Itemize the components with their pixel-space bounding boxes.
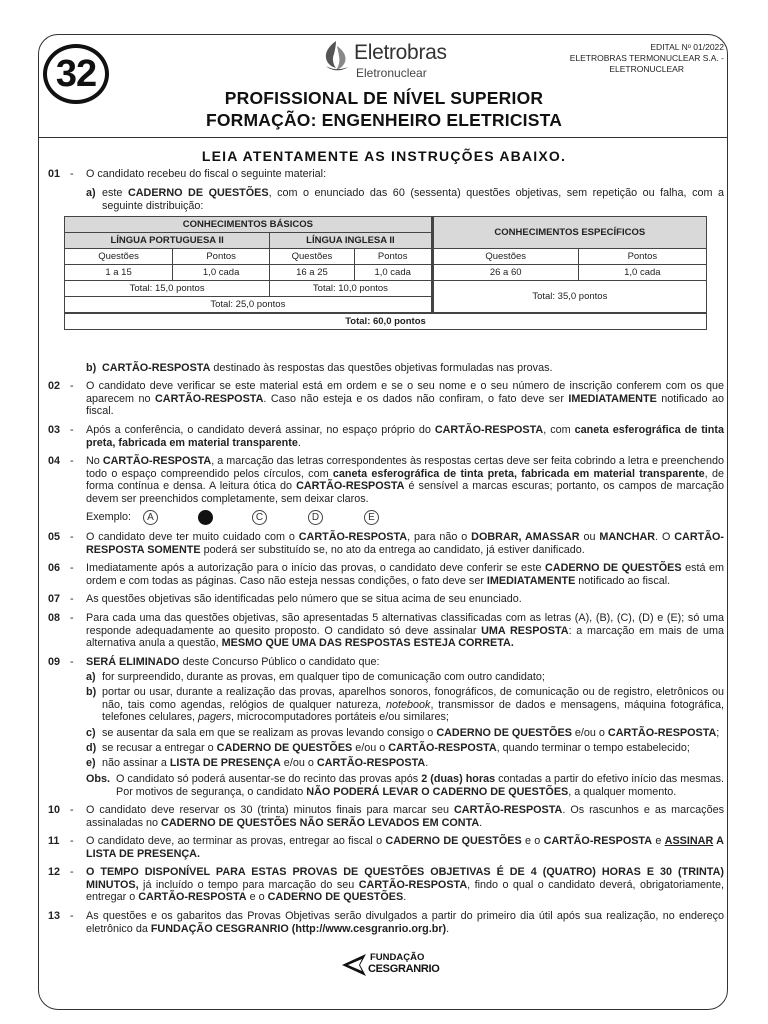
table-cell: Pontos bbox=[173, 249, 270, 265]
instruction-13: 13 - As questões e os gabaritos das Provas Objetivas serão divulgados a partir do primeiro dia útil após sua realização, no endereço eletrônico da FUNDAÇÃO CESGRANRIO (http://www.cesgranrio.org.br). bbox=[48, 910, 724, 935]
instruction-text: portar ou usar, durante a realização das provas, aparelhos sonoros, fonográficos, de comunicação ou de registro, eletrônicos ou não, tais como agendas, relógios de qualquer natureza, notebook, transmissor de dados e mensagens, máquina fotográfica, telefones celulares, pagers, microcomputadores portáteis e/ou similares; bbox=[102, 686, 724, 723]
logo-line1: FUNDAÇÃO bbox=[370, 952, 425, 963]
instruction-text: O candidato deve ter muito cuidado com o CARTÃO-RESPOSTA, para não o DOBRAR, AMASSAR ou MANCHAR. O CARTÃO-RESPOSTA SOMENTE poderá ser substituído se, no ato da entrega ao candidato, já estiver danificado. bbox=[86, 531, 725, 556]
table-cell: Total: 25,0 pontos bbox=[65, 297, 433, 314]
table-cell: Total: 15,0 pontos bbox=[65, 281, 270, 297]
table-header-portuguese: LÍNGUA PORTUGUESA II bbox=[65, 233, 270, 249]
item-letter: d) bbox=[86, 742, 97, 754]
instruction-text: não assinar a LISTA DE PRESENÇA e/ou o CARTÃO-RESPOSTA. bbox=[102, 757, 429, 769]
instruction-text: se recusar a entregar o CADERNO DE QUESTÕES e/ou o CARTÃO-RESPOSTA, quando terminar o tempo estabelecido; bbox=[102, 742, 690, 754]
item-letter: b) bbox=[86, 362, 97, 374]
instruction-text: Imediatamente após a autorização para o início das provas, o candidato deve conferir se este CADERNO DE QUESTÕES está em ordem e com todas as páginas. Caso não esteja nessas condições, o fato deve ser IMEDIATAMENTE notificado ao fiscal. bbox=[86, 562, 725, 587]
instruction-text: O candidato deve verificar se este material está em ordem e se o seu nome e o seu número de inscrição conferem com os que aparecem no CARTÃO-RESPOSTA. Caso não esteja e os dados não confiram, o fato deve ser IMEDIATAMENTE notificado ao fiscal. bbox=[86, 380, 724, 417]
instruction-text: O candidato deve, ao terminar as provas, entregar ao fiscal o CADERNO DE QUESTÕES e o CARTÃO-RESPOSTA e ASSINAR A LISTA DE PRESENÇA. bbox=[86, 835, 724, 860]
logo-line2: CESGRANRIO bbox=[368, 963, 440, 975]
item-number: 03 bbox=[48, 424, 61, 436]
table-cell: Pontos bbox=[354, 249, 432, 265]
instruction-text: As questões e os gabaritos das Provas Objetivas serão divulgados a partir do primeiro dia útil após sua realização, no endereço eletrônico da FUNDAÇÃO CESGRANRIO (http://www.cesgranrio.org.br). bbox=[86, 910, 724, 935]
table-header-english: LÍNGUA INGLESA II bbox=[270, 233, 432, 249]
table-cell: Total: 60,0 pontos bbox=[65, 313, 707, 330]
instruction-text: for surpreendido, durante as provas, em qualquer tipo de comunicação com outro candidato; bbox=[102, 671, 545, 683]
header-divider bbox=[38, 137, 728, 138]
table-cell: Questões bbox=[432, 249, 578, 265]
table-cell: Questões bbox=[270, 249, 354, 265]
cesgranrio-logo bbox=[340, 952, 440, 982]
table-header-basic: CONHECIMENTOS BÁSICOS bbox=[65, 217, 433, 233]
item-number: 13 bbox=[48, 910, 61, 922]
instruction-text: No CARTÃO-RESPOSTA, a marcação das letras correspondentes às respostas certas deve ser feita cobrindo a letra e preenchendo todo o espaço compreendido pelos círculos, com caneta esferográfica de tinta preta, fabricada em material transparente, de forma contínua e densa. A leitura ótica do CARTÃO-RESPOSTA é sensível a marcas escuras; portanto, os campos de marcação devem ser preenchidos completamente, sem deixar claros. bbox=[86, 455, 725, 505]
instruction-08: 08 - Para cada uma das questões objetivas, são apresentadas 5 alternativas classificadas com as letras (A), (B), (C), (D) e (E); só uma responde adequadamente ao quesito proposto. O candidato só deve assinalar UMA RESPOSTA: a marcação em mais de uma alternativa anula a questão, MESMO QUE UMA DAS RESPOSTAS ESTEJA CORRETA. bbox=[48, 612, 725, 649]
instruction-text: O candidato recebeu do fiscal o seguinte material: bbox=[86, 168, 327, 180]
instruction-text: SERÁ ELIMINADO deste Concurso Público o candidato que: bbox=[86, 656, 380, 668]
instruction-text: O TEMPO DISPONÍVEL PARA ESTAS PROVAS DE QUESTÕES OBJETIVAS É DE 4 (QUATRO) HORAS E 30 (TRINTA) MINUTOS, já incluído o tempo para marcação do seu CARTÃO-RESPOSTA, findo o qual o candidato deverá, obrigatoriamente, entregar o CARTÃO-RESPOSTA e o CADERNO DE QUESTÕES. bbox=[86, 866, 724, 903]
instruction-09d bbox=[86, 742, 724, 755]
instruction-04: 04 - No CARTÃO-RESPOSTA, a marcação das letras correspondentes às respostas certas deve ser feita cobrindo a letra e preenchendo todo o espaço compreendido pelos círculos, com caneta esferográfica de tinta preta, fabricada em material transparente, de forma contínua e densa. A leitura ótica do CARTÃO-RESPOSTA é sensível a marcas escuras; portanto, os campos de marcação devem ser preenchidos completamente, sem deixar claros. bbox=[48, 455, 725, 505]
logo-subtitle: Eletronuclear bbox=[356, 66, 427, 80]
instruction-11: 11 - O candidato deve, ao terminar as provas, entregar ao fiscal o CADERNO DE QUESTÕES e o CARTÃO-RESPOSTA e ASSINAR A LISTA DE PRESENÇA. bbox=[48, 835, 724, 860]
item-letter: b) bbox=[86, 686, 97, 698]
instruction-02: 02 - O candidato deve verificar se este material está em ordem e se o seu nome e o seu número de inscrição conferem com os que aparecem no CARTÃO-RESPOSTA. Caso não esteja e os dados não confiram, o fato deve ser IMEDIATAMENTE notificado ao fiscal. bbox=[48, 380, 724, 417]
instruction-text: este CADERNO DE QUESTÕES, com o enunciado das 60 (sessenta) questões objetivas, sem repetição ou falha, com a seguinte distribuição: bbox=[102, 187, 724, 212]
title-level: PROFISSIONAL DE NÍVEL SUPERIOR bbox=[224, 88, 544, 108]
item-number: 05 bbox=[48, 531, 61, 543]
instruction-09b bbox=[86, 686, 724, 724]
instruction-09: 09 - SERÁ ELIMINADO deste Concurso Público o candidato que: bbox=[48, 656, 724, 669]
item-number: 07 bbox=[48, 593, 61, 605]
item-number: 08 bbox=[48, 612, 61, 624]
item-letter: a) bbox=[86, 671, 96, 683]
instruction-12: 12 - O TEMPO DISPONÍVEL PARA ESTAS PROVAS DE QUESTÕES OBJETIVAS É DE 4 (QUATRO) HORAS E 30 (TRINTA) MINUTOS, já incluído o tempo para marcação do seu CARTÃO-RESPOSTA, findo o qual o candidato deverá, obrigatoriamente, entregar o CARTÃO-RESPOSTA e o CADERNO DE QUESTÕES. bbox=[48, 866, 724, 903]
table-cell: 16 a 25 bbox=[270, 265, 354, 281]
instruction-06: 06 - Imediatamente após a autorização para o início das provas, o candidato deve conferir se este CADERNO DE QUESTÕES está em ordem e com todas as páginas. Caso não esteja nessas condições, o fato deve ser IMEDIATAMENTE notificado ao fiscal. bbox=[48, 562, 725, 587]
item-number: 10 bbox=[48, 804, 61, 816]
item-number: 02 bbox=[48, 380, 61, 392]
table-cell: 1 a 15 bbox=[65, 265, 173, 281]
item-number: 11 bbox=[48, 835, 60, 847]
example-bubble-e: E bbox=[364, 510, 379, 525]
instruction-text: O candidato só poderá ausentar-se do recinto das provas após 2 (duas) horas contadas a partir do efetivo início das mesmas. Por motivos de segurança, o candidato NÃO PODERÁ LEVAR O CADERNO DE QUESTÕES, a qualquer momento. bbox=[116, 773, 725, 798]
example-bubble-d: D bbox=[308, 510, 323, 525]
eletrobras-logo bbox=[318, 40, 468, 82]
eletrobras-logo-icon bbox=[321, 40, 351, 74]
edital-line: ELETROBRAS TERMONUCLEAR S.A. - bbox=[569, 53, 724, 63]
table-header-specific: CONHECIMENTOS ESPECÍFICOS bbox=[432, 217, 706, 249]
item-number: 01 bbox=[48, 168, 61, 180]
example-bubble-c: C bbox=[252, 510, 267, 525]
instruction-09e bbox=[86, 757, 724, 770]
example-label: Exemplo: bbox=[86, 511, 132, 523]
item-letter: a) bbox=[86, 187, 96, 199]
table-cell: Total: 10,0 pontos bbox=[270, 281, 432, 297]
instruction-09c bbox=[86, 727, 724, 740]
example-bubble-a: A bbox=[143, 510, 158, 525]
table-cell: Total: 35,0 pontos bbox=[432, 281, 706, 314]
distribution-table bbox=[64, 216, 707, 330]
table-cell: 1,0 cada bbox=[173, 265, 270, 281]
table-cell: Questões bbox=[65, 249, 173, 265]
instruction-text: Após a conferência, o candidato deverá assinar, no espaço próprio do CARTÃO-RESPOSTA, com caneta esferográfica de tinta preta, fabricada em material transparente. bbox=[86, 424, 724, 449]
instruction-01a bbox=[86, 187, 724, 212]
cesgranrio-logo-icon bbox=[340, 952, 370, 978]
instruction-10: 10 - O candidato deve reservar os 30 (trinta) minutos finais para marcar seu CARTÃO-RESPOSTA. Os rascunhos e as marcações assinaladas no CADERNO DE QUESTÕES NÃO SERÃO LEVADOS EM CONTA. bbox=[48, 804, 724, 829]
instruction-09a bbox=[86, 671, 724, 684]
table-cell: 26 a 60 bbox=[432, 265, 578, 281]
edital-info bbox=[524, 42, 724, 75]
item-letter: Obs. bbox=[86, 773, 110, 785]
example-bubble-filled bbox=[198, 510, 213, 525]
instruction-text: se ausentar da sala em que se realizam as provas levando consigo o CADERNO DE QUESTÕES e/ou o CARTÃO-RESPOSTA; bbox=[102, 727, 720, 739]
item-number: 04 bbox=[48, 455, 61, 467]
table-cell: 1,0 cada bbox=[578, 265, 706, 281]
instruction-01b bbox=[86, 362, 724, 375]
table-cell: 1,0 cada bbox=[354, 265, 432, 281]
instruction-09-obs bbox=[86, 773, 724, 798]
instruction-05: 05 - O candidato deve ter muito cuidado com o CARTÃO-RESPOSTA, para não o DOBRAR, AMASSAR ou MANCHAR. O CARTÃO-RESPOSTA SOMENTE poderá ser substituído se, no ato da entrega ao candidato, já estiver danificado. bbox=[48, 531, 725, 556]
table-cell: Pontos bbox=[578, 249, 706, 265]
instruction-07: 07 - As questões objetivas são identificadas pelo número que se situa acima de seu enunciado. bbox=[48, 593, 724, 606]
logo-brand: Eletrobras bbox=[354, 41, 447, 64]
title-formation: FORMAÇÃO: ENGENHEIRO ELETRICISTA bbox=[205, 110, 563, 130]
edital-line: EDITAL Nᵒ 01/2022 bbox=[650, 42, 724, 52]
instruction-text: CARTÃO-RESPOSTA destinado às respostas das questões objetivas formuladas nas provas. bbox=[102, 362, 553, 374]
item-number: 12 bbox=[48, 866, 61, 878]
instruction-03: 03 - Após a conferência, o candidato deverá assinar, no espaço próprio do CARTÃO-RESPOSTA, com caneta esferográfica de tinta preta, fabricada em material transparente. bbox=[48, 424, 724, 449]
item-letter: c) bbox=[86, 727, 96, 739]
instructions-heading: LEIA ATENTAMENTE AS INSTRUÇÕES ABAIXO. bbox=[201, 148, 567, 164]
instruction-text: Para cada uma das questões objetivas, são apresentadas 5 alternativas classificadas com as letras (A), (B), (C), (D) e (E); só uma responde adequadamente ao quesito proposto. O candidato só deve assinalar UMA RESPOSTA: a marcação em mais de uma alternativa anula a questão, MESMO QUE UMA DAS RESPOSTAS ESTEJA CORRETA. bbox=[86, 612, 725, 649]
item-number: 06 bbox=[48, 562, 61, 574]
item-number: 09 bbox=[48, 656, 61, 668]
instruction-text: As questões objetivas são identificadas pelo número que se situa acima de seu enunciado. bbox=[86, 593, 522, 605]
exam-number: 32 bbox=[55, 52, 97, 95]
edital-line: ELETRONUCLEAR bbox=[609, 64, 684, 74]
instruction-text: O candidato deve reservar os 30 (trinta) minutos finais para marcar seu CARTÃO-RESPOSTA. Os rascunhos e as marcações assinaladas no CADERNO DE QUESTÕES NÃO SERÃO LEVADOS EM CONTA. bbox=[86, 804, 724, 829]
instruction-01: 01 - O candidato recebeu do fiscal o seguinte material: bbox=[48, 168, 724, 181]
item-letter: e) bbox=[86, 757, 96, 769]
